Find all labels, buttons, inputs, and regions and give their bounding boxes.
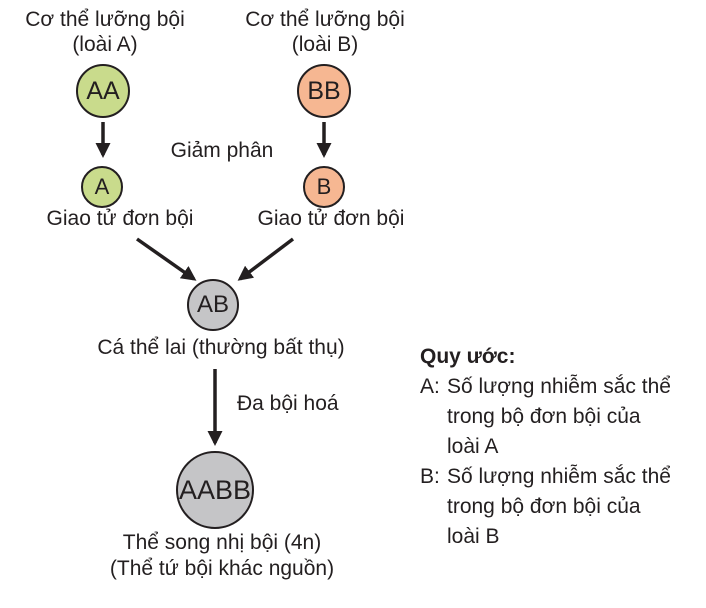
legend-item-b [420,462,706,552]
hybrid-genotype: AB [196,291,229,318]
species-b-diploid-cell [297,64,351,118]
allopolyploid-label-line1: Thể song nhị bội (4n) [122,531,322,554]
fusion-arrow-right [240,239,293,279]
species-a-title-line2: (loài A) [72,33,138,56]
species-a-gamete-label: Giao tử đơn bội [46,207,194,230]
species-b-title [230,7,420,57]
legend-item-a-line3: loài A [447,435,499,458]
species-a-gamete-genotype: A [94,174,110,199]
species-b-genotype: BB [307,76,341,105]
polyploidization-label: Đa bội hoá [237,392,339,415]
species-b-title-line2: (loài B) [291,33,359,56]
species-a-diploid-cell [76,64,130,118]
fusion-arrow-left [137,239,194,279]
legend-item-b-marker: B: [420,465,440,488]
legend-item-a [420,372,706,462]
species-b-gamete-genotype: B [316,174,332,199]
species-a-gamete-cell [81,166,123,208]
allopolyploid-genotype: AABB [178,474,252,505]
species-b-gamete-label: Giao tử đơn bội [257,207,405,230]
legend-item-a-line1: Số lượng nhiễm sắc thể [447,375,671,398]
hybrid-label: Cá thể lai (thường bất thụ) [97,336,345,359]
legend-item-b-line3: loài B [447,525,500,548]
legend-item-b-line1: Số lượng nhiễm sắc thể [447,465,671,488]
species-b-title-line1: Cơ thể lưỡng bội [245,8,405,31]
legend-title: Quy ước: [420,345,516,368]
hybrid-cell [187,279,239,331]
allopolyploid-label-line2: (Thể tứ bội khác nguồn) [109,557,335,580]
meiosis-label: Giảm phân [170,139,274,162]
legend-item-b-line2: trong bộ đơn bội của [447,495,641,518]
allopolyploid-label [62,530,382,582]
species-b-gamete-cell [303,166,345,208]
legend-item-a-marker: A: [420,375,440,398]
species-a-title [10,7,200,57]
species-a-title-line1: Cơ thể lưỡng bội [25,8,185,31]
allopolyploid-cell [176,451,254,529]
legend [420,342,706,552]
species-a-genotype: AA [86,76,120,105]
legend-item-a-line2: trong bộ đơn bội của [447,405,641,428]
